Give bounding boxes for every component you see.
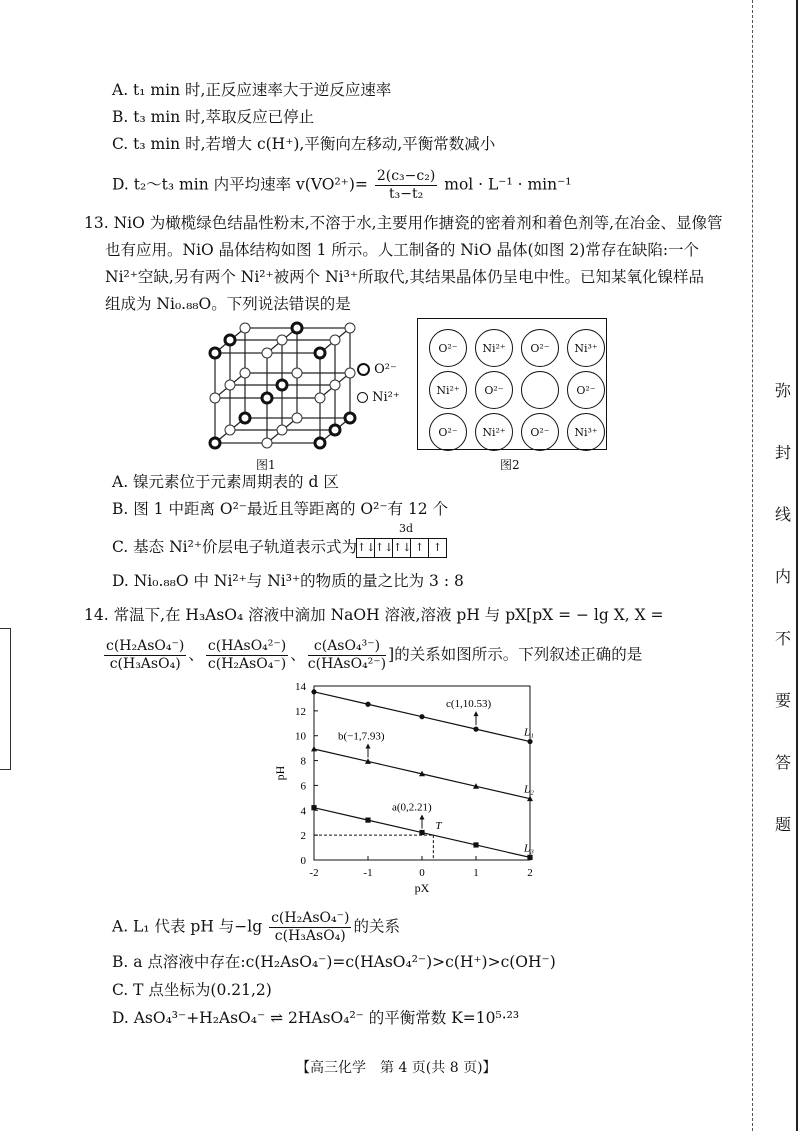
- data-point: [311, 805, 316, 810]
- fraction-denominator: c(H₃AsO₄): [274, 928, 346, 944]
- y-tick-label: 4: [300, 805, 306, 818]
- orbital-box: ↑: [428, 538, 447, 558]
- q13-option-d: D. Ni₀.₈₈O 中 Ni²⁺与 Ni³⁺的物质的量之比为 3 : 8: [112, 572, 464, 590]
- seal-warning-char: 题: [775, 815, 792, 834]
- lattice-ion-cell: O²⁻: [429, 329, 467, 367]
- page-footer: 【高三化学 第 4 页(共 8 页)】: [296, 1060, 497, 1076]
- q14-option-c: C. T 点坐标为(0.21,2): [112, 981, 272, 999]
- data-point: [473, 842, 478, 847]
- figure-1-caption: 图1: [256, 458, 276, 472]
- q12-option-d: [112, 168, 572, 203]
- fraction-numerator: c(AsO₄³⁻): [308, 638, 386, 656]
- annotation-label: c(1,10.53): [446, 698, 492, 711]
- legend-oxide-label: O²⁻: [374, 362, 397, 377]
- margin-mark: [0, 628, 11, 770]
- lattice-ion-cell: Ni²⁺: [475, 329, 513, 367]
- y-tick-label: 6: [300, 780, 306, 793]
- annotation-label: T: [435, 820, 442, 833]
- x-tick-label: 0: [419, 867, 425, 879]
- lattice-ion-cell: Ni²⁺: [429, 371, 467, 409]
- data-point: [419, 714, 424, 719]
- q14-fraction-1: [104, 638, 186, 673]
- q14-stem-tail: ]的关系如图所示。下列叙述正确的是: [388, 645, 643, 664]
- x-tick-label: -1: [363, 867, 373, 879]
- lattice-ion-cell: O²⁻: [567, 371, 605, 409]
- x-axis-label: pX: [414, 881, 430, 895]
- q14-option-a-fraction: [269, 910, 351, 945]
- fraction-numerator: c(H₂AsO₄⁻): [271, 910, 350, 926]
- q12-option-d-unit: mol · L⁻¹ · min⁻¹: [444, 175, 572, 194]
- q13-option-c: [112, 522, 447, 558]
- orbital-box: ↑↓: [392, 538, 411, 558]
- q14-option-a: [112, 910, 400, 945]
- q12-option-a: A. t₁ min 时,正反应速率大于逆反应速率: [112, 81, 392, 99]
- annotation-arrowhead: [420, 815, 425, 820]
- seal-warning-char: 不: [775, 629, 792, 648]
- q12-option-d-text: D. t₂～t₃ min 内平均速率 v(VO²⁺)=: [112, 175, 368, 194]
- q14-stem-line1: 14. 常温下,在 H₃AsO₄ 溶液中滴加 NaOH 溶液,溶液 pH 与 pX[pX = − lg X, X =: [84, 606, 664, 624]
- ph-px-chart: [270, 676, 550, 896]
- lattice-ion-cell: O²⁻: [521, 329, 559, 367]
- data-point: [365, 702, 370, 707]
- q12-option-b: B. t₃ min 时,萃取反应已停止: [112, 108, 315, 126]
- orbital-label-3d: 3d: [399, 522, 414, 535]
- lattice-ion-cell: O²⁻: [521, 413, 559, 451]
- data-point: [311, 746, 317, 752]
- annotation-arrowhead: [366, 743, 371, 748]
- annotation-label: a(0,2.21): [392, 801, 432, 814]
- legend-nickel-label: Ni²⁺: [372, 390, 400, 405]
- q13-option-a: A. 镍元素位于元素周期表的 d 区: [112, 473, 339, 491]
- q13-stem-line1: 13. NiO 为橄榄绿色结晶性粉末,不溶于水,主要用作搪瓷的密着剂和着色剂等,在冶金、显像管: [84, 214, 723, 232]
- x-tick-label: -2: [309, 867, 319, 879]
- q14-fraction-3: [308, 638, 386, 673]
- seal-warning-char: 要: [775, 691, 792, 710]
- lattice-ion-cell: O²⁻: [475, 371, 513, 409]
- series-label: L₁: [524, 726, 534, 739]
- lattice-ion-cell: Ni³⁺: [567, 413, 605, 451]
- q13-option-c-text: C. 基态 Ni²⁺价层电子轨道表示式为: [112, 538, 358, 556]
- q14-stem-line2: $\frac{\text{c(H₂AsO₄⁻)}}{\text{c(H₃AsO₄)}}$ 、 $\frac{\text{c(HAsO₄²⁻)}}{\text{c(H₂AsO₄⁻)}}$ 、 $\frac{\text{c(AsO₄³⁻)}}{\text{c(HAsO₄²⁻)}}$ ]的关系如图所示。下列叙述正确的是: [106, 638, 643, 672]
- y-tick-label: 12: [295, 705, 306, 718]
- lattice-ion-cell: O²⁻: [429, 413, 467, 451]
- fraction-denominator: c(H₃AsO₄): [109, 656, 181, 672]
- q12-option-c: C. t₃ min 时,若增大 c(H⁺),平衡向左移动,平衡常数减小: [112, 135, 496, 153]
- seal-warning-char: 答: [775, 753, 792, 772]
- seal-warning-char: 封: [775, 443, 792, 462]
- series-label: L₃: [524, 842, 534, 855]
- fraction-denominator: c(H₂AsO₄⁻): [207, 656, 287, 672]
- seal-warning-char: 弥: [775, 381, 792, 400]
- seal-warning-char: 内: [775, 567, 792, 586]
- q13-option-b: B. 图 1 中距离 O²⁻最近且等距离的 O²⁻有 12 个: [112, 500, 449, 518]
- data-point: [527, 739, 532, 744]
- lattice-ion-cell: Ni³⁺: [567, 329, 605, 367]
- q14-option-a-text: A. L₁ 代表 pH 与−lg: [112, 917, 263, 936]
- x-tick-label: 1: [473, 867, 479, 879]
- y-tick-label: 2: [300, 830, 306, 843]
- fraction-numerator: 2(c₃−c₂): [376, 168, 436, 184]
- fraction-numerator: c(H₂AsO₄⁻): [106, 638, 185, 654]
- series-label: L₂: [524, 783, 534, 796]
- figure-2-caption: 图2: [500, 458, 520, 472]
- figure-2-defect-grid: [417, 318, 607, 450]
- orbital-box: ↑: [410, 538, 429, 558]
- legend-oxide: [357, 360, 397, 380]
- y-tick-label: 10: [295, 730, 306, 743]
- data-point: [473, 727, 478, 732]
- lattice-vacancy-cell: [521, 371, 559, 409]
- annotation-arrowhead: [474, 711, 479, 716]
- q13-stem-line2: 也有应用。NiO 晶体结构如图 1 所示。人工制备的 NiO 晶体(如图 2)常存在缺陷:一个: [105, 241, 700, 259]
- q13-stem-line3: Ni²⁺空缺,另有两个 Ni²⁺被两个 Ni³⁺所取代,其结果晶体仍呈电中性。已知某氧化镍样品: [105, 268, 704, 286]
- lattice-ion-cell: Ni²⁺: [475, 413, 513, 451]
- orbital-box: ↑↓: [356, 538, 375, 558]
- page-edge: [796, 0, 798, 1131]
- q14-option-b: B. a 点溶液中存在:c(H₂AsO₄⁻)=c(HAsO₄²⁻)>c(H⁺)>c(OH⁻): [112, 953, 556, 971]
- data-point: [311, 689, 316, 694]
- y-tick-label: 8: [300, 755, 306, 768]
- q14-option-d: D. AsO₄³⁻+H₂AsO₄⁻ ⇌ 2HAsO₄²⁻ 的平衡常数 K=10⁵·²³: [112, 1009, 520, 1027]
- data-point: [419, 830, 424, 835]
- y-axis-label: pH: [273, 765, 287, 781]
- seal-warning-char: 线: [775, 505, 792, 524]
- orbital-box: ↑↓: [374, 538, 393, 558]
- q14-fraction-2: [206, 638, 288, 673]
- fraction-denominator: c(HAsO₄²⁻): [307, 656, 387, 672]
- q13-stem-line4: 组成为 Ni₀.₈₈O。下列说法错误的是: [105, 295, 351, 313]
- y-tick-label: 0: [300, 855, 306, 867]
- q12-option-d-fraction: [375, 168, 437, 203]
- seal-divider: [752, 0, 754, 1131]
- data-point: [365, 818, 370, 823]
- orbital-diagram: [357, 538, 447, 556]
- data-point: [527, 855, 532, 860]
- y-tick-label: 14: [295, 681, 306, 693]
- annotation-label: b(−1,7.93): [338, 730, 385, 743]
- legend-nickel: [357, 388, 400, 408]
- x-tick-label: 2: [527, 867, 533, 879]
- fraction-numerator: c(HAsO₄²⁻): [207, 638, 287, 654]
- q14-option-a-tail: 的关系: [353, 917, 400, 936]
- fraction-denominator: t₃−t₂: [388, 186, 424, 202]
